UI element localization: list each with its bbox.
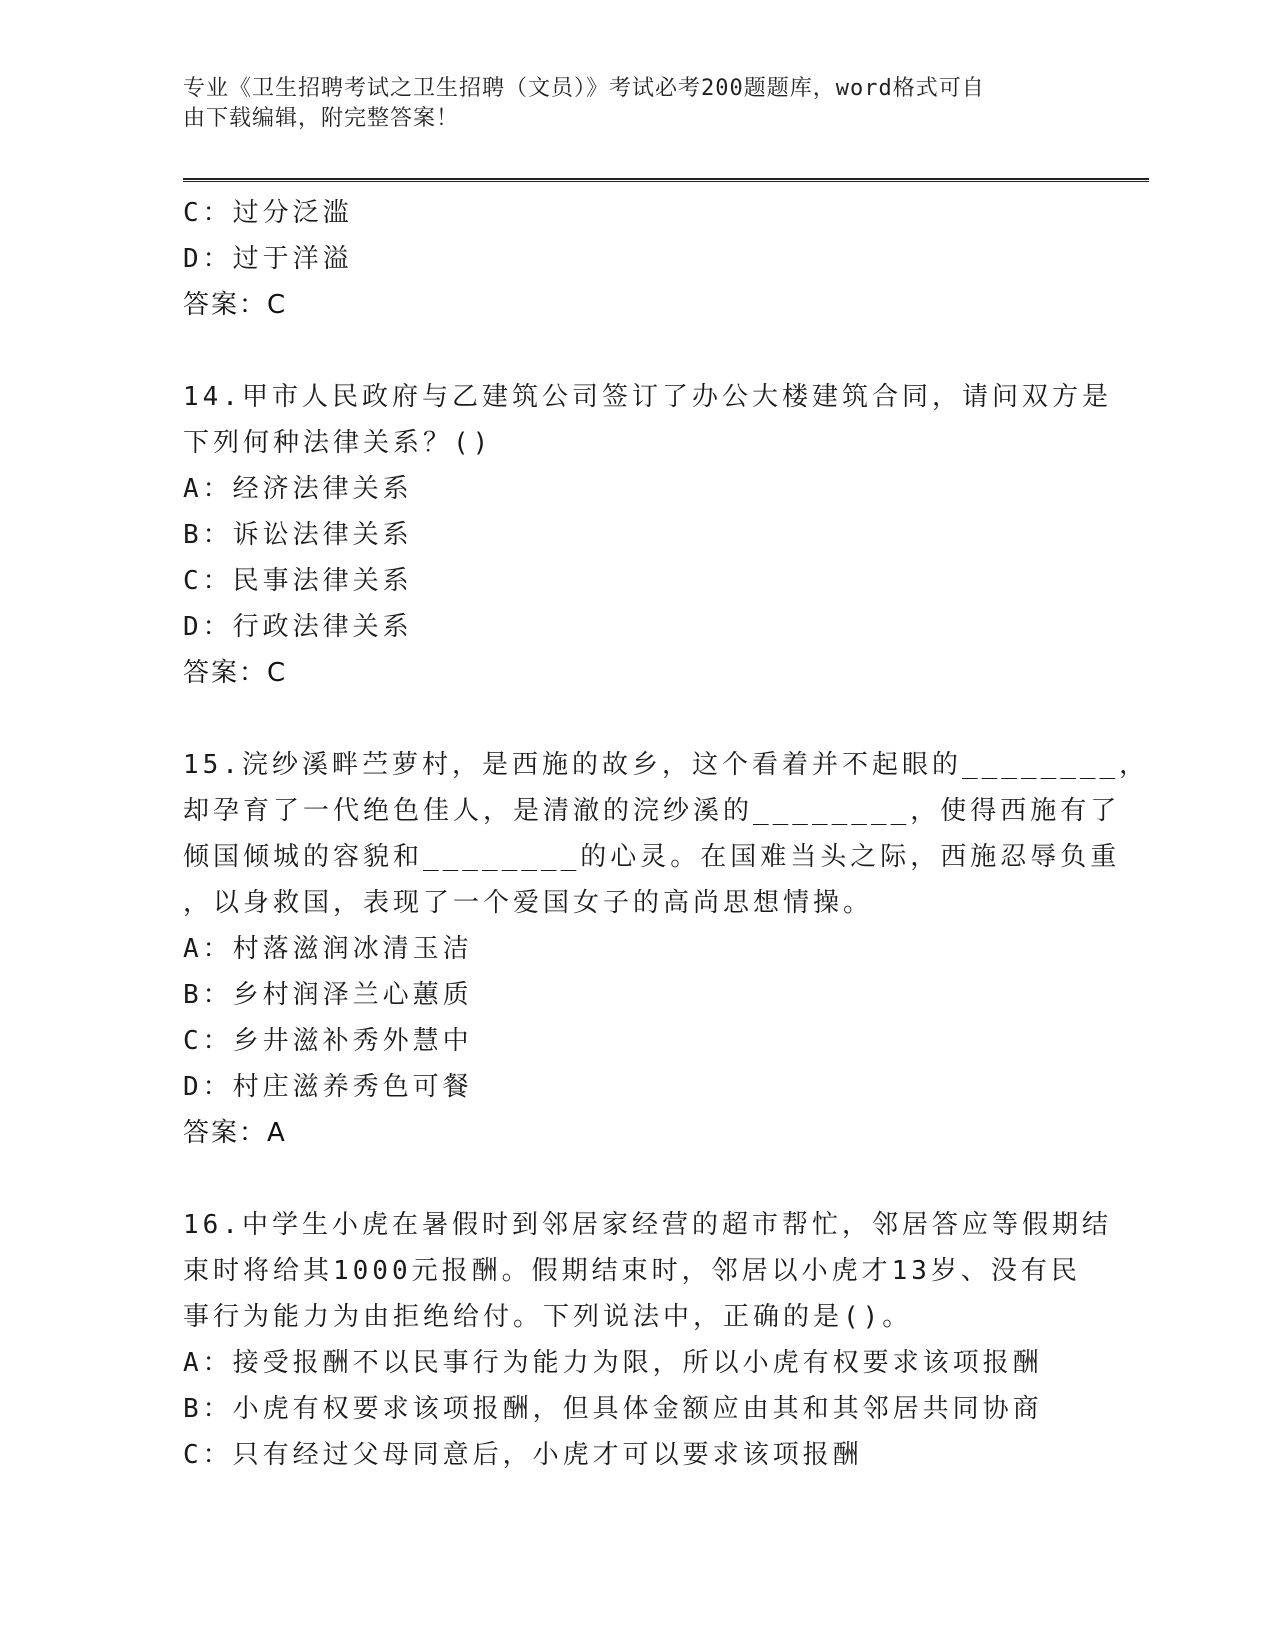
answer-line: 答案：A (183, 1118, 287, 1148)
answer-line: 答案：C (183, 658, 288, 688)
question-stem-line: ，以身救国，表现了一个爱国女子的高尚思想情操。 (183, 888, 874, 918)
header-line-2: 由下载编辑，附完整答案！ (183, 106, 460, 131)
option-c: C：只有经过父母同意后，小虎才可以要求该项报酬 (183, 1440, 863, 1470)
question-15 (183, 742, 1150, 1156)
option-b: B：诉讼法律关系 (183, 520, 413, 550)
answer-line: 答案：C (183, 290, 288, 320)
question-14 (183, 374, 1112, 696)
question-stem-line: 倾国倾城的容貌和________的心灵。在国难当头之际，西施忍辱负重 (183, 842, 1121, 872)
option-c: C：乡井滋补秀外慧中 (183, 1026, 473, 1056)
option-a: A：经济法律关系 (183, 474, 413, 504)
option-c: C：过分泛滥 (183, 198, 353, 228)
option-c: C：民事法律关系 (183, 566, 413, 596)
document-header (183, 74, 1063, 134)
option-d: D：村庄滋养秀色可餐 (183, 1072, 473, 1102)
question-stem-line: 15.浣纱溪畔苎萝村，是西施的故乡，这个看着并不起眼的________， (183, 750, 1150, 780)
question-stem-line: 事行为能力为由拒绝给付。下列说法中，正确的是()。 (183, 1302, 913, 1332)
question-list (183, 190, 1150, 1478)
header-line-1: 专业《卫生招聘考试之卫生招聘（文员）》考试必考200题题库，word格式可自 (183, 76, 985, 101)
spacer (183, 696, 1083, 742)
question-stem-line: 14.甲市人民政府与乙建筑公司签订了办公大楼建筑合同，请问双方是 (183, 382, 1112, 412)
option-a: A：村落滋润冰清玉洁 (183, 934, 473, 964)
question-stem-line: 下列何种法律关系？() (183, 428, 493, 458)
prev-question-block (183, 190, 1083, 328)
option-b: B：乡村润泽兰心蕙质 (183, 980, 473, 1010)
header-divider (183, 178, 1149, 182)
option-d: D：过于洋溢 (183, 244, 353, 274)
spacer (183, 328, 1083, 374)
question-stem-line: 16.中学生小虎在暑假时到邻居家经营的超市帮忙，邻居答应等假期结 (183, 1210, 1112, 1240)
option-d: D：行政法律关系 (183, 612, 413, 642)
option-b: B：小虎有权要求该项报酬，但具体金额应由其和其邻居共同协商 (183, 1394, 1043, 1424)
option-a: A：接受报酬不以民事行为能力为限，所以小虎有权要求该项报酬 (183, 1348, 1043, 1378)
question-stem-line: 却孕育了一代绝色佳人，是清澈的浣纱溪的________，使得西施有了 (183, 796, 1121, 826)
question-stem-line: 束时将给其1000元报酬。假期结束时，邻居以小虎才13岁、没有民 (183, 1256, 1081, 1286)
spacer (183, 1156, 1083, 1202)
question-16 (183, 1202, 1112, 1478)
